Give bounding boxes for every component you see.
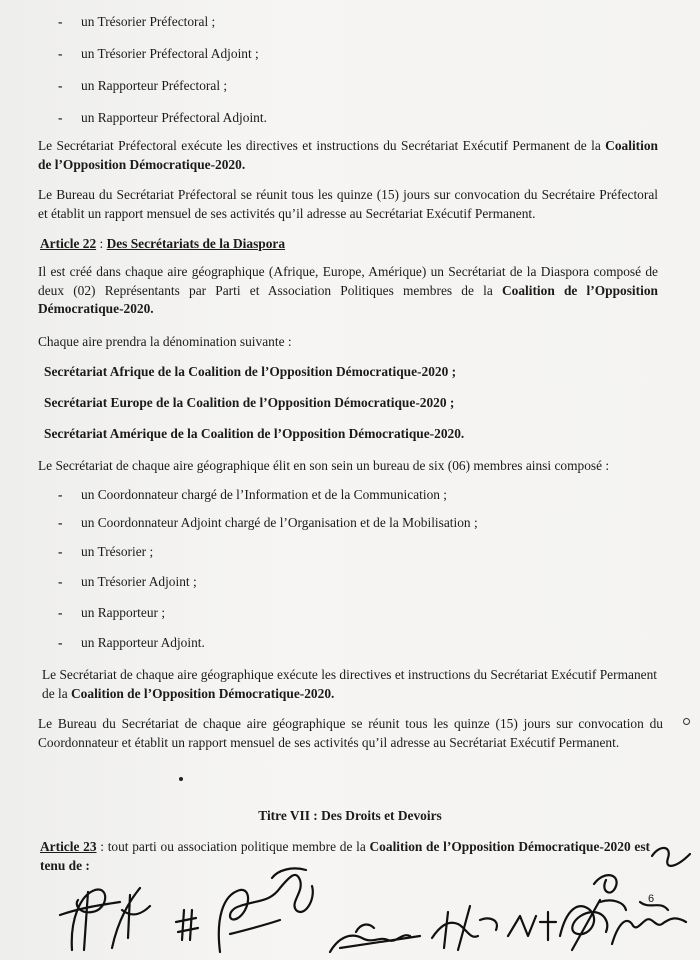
list-item: - un Coordonnateur chargé de l’Information et de la Communication ; (58, 487, 448, 502)
list-item: - un Rapporteur ; (58, 605, 166, 620)
page-number: 6 (648, 893, 655, 905)
signatures (0, 840, 700, 960)
paragraph: Le Bureau du Secrétariat Préfectoral se réunit tous les quinze (15) jours sur convocation du Secrétaire Préfectoral et établit un rapport mensuel de ses activités qu’il adresse au Secrétariat Exécutif Permanent. (38, 187, 658, 221)
secretariat-name: Secrétariat Amérique de la Coalition de l’Opposition Démocratique-2020. (44, 426, 465, 441)
paragraph: Chaque aire prendra la dénomination suivante : (38, 334, 292, 349)
paragraph: Le Secrétariat Préfectoral exécute les directives et instructions du Secrétariat Exécutif Permanent de la Coalition de l’Opposition Démocratique-2020. (38, 138, 658, 172)
paragraph: Il est créé dans chaque aire géographique (Afrique, Europe, Amérique) un Secrétariat de la Diaspora composé de deux (02) Représentants par Parti et Association Politiques membres de la Coalition de l’Opposition Démocratique-2020. (38, 264, 658, 316)
list-item: - un Trésorier Préfectoral Adjoint ; (58, 46, 259, 61)
list-item: - un Trésorier Préfectoral ; (58, 14, 216, 29)
list-item: - un Coordonnateur Adjoint chargé de l’Organisation et de la Mobilisation ; (58, 515, 478, 530)
list-item: - un Rapporteur Préfectoral ; (58, 78, 228, 93)
secretariat-name: Secrétariat Europe de la Coalition de l’Opposition Démocratique-2020 ; (44, 395, 455, 410)
list-item: - un Rapporteur Préfectoral Adjoint. (58, 110, 267, 125)
secretariat-name: Secrétariat Afrique de la Coalition de l’Opposition Démocratique-2020 ; (44, 364, 457, 379)
paragraph: Le Secrétariat de chaque aire géographique élit en son sein un bureau de six (06) membres ainsi composé : (38, 458, 610, 473)
paragraph: Le Bureau du Secrétariat de chaque aire géographique se réunit tous les quinze (15) jours sur convocation du Coordonnateur et établit un rapport mensuel de ses activités qu’il adresse au Secrétariat Exécutif Permanent. (38, 716, 663, 750)
list-item: - un Rapporteur Adjoint. (58, 635, 205, 650)
paragraph: Le Secrétariat de chaque aire géographique exécute les directives et instructions du Secrétariat Exécutif Permanent de la Coalition de l’Opposition Démocratique-2020. (42, 667, 657, 701)
list-item: - un Trésorier Adjoint ; (58, 574, 197, 589)
speck (683, 718, 690, 725)
list-item: - un Trésorier ; (58, 544, 154, 559)
section-title: Titre VII : Des Droits et Devoirs (258, 808, 442, 823)
speck (179, 777, 183, 781)
article-23: Article 23 : tout parti ou association politique membre de la Coalition de l’Opposition Démocratique-2020 est tenu de : (40, 839, 650, 873)
article-22-heading: Article 22 : Des Secrétariats de la Diaspora (40, 236, 286, 251)
